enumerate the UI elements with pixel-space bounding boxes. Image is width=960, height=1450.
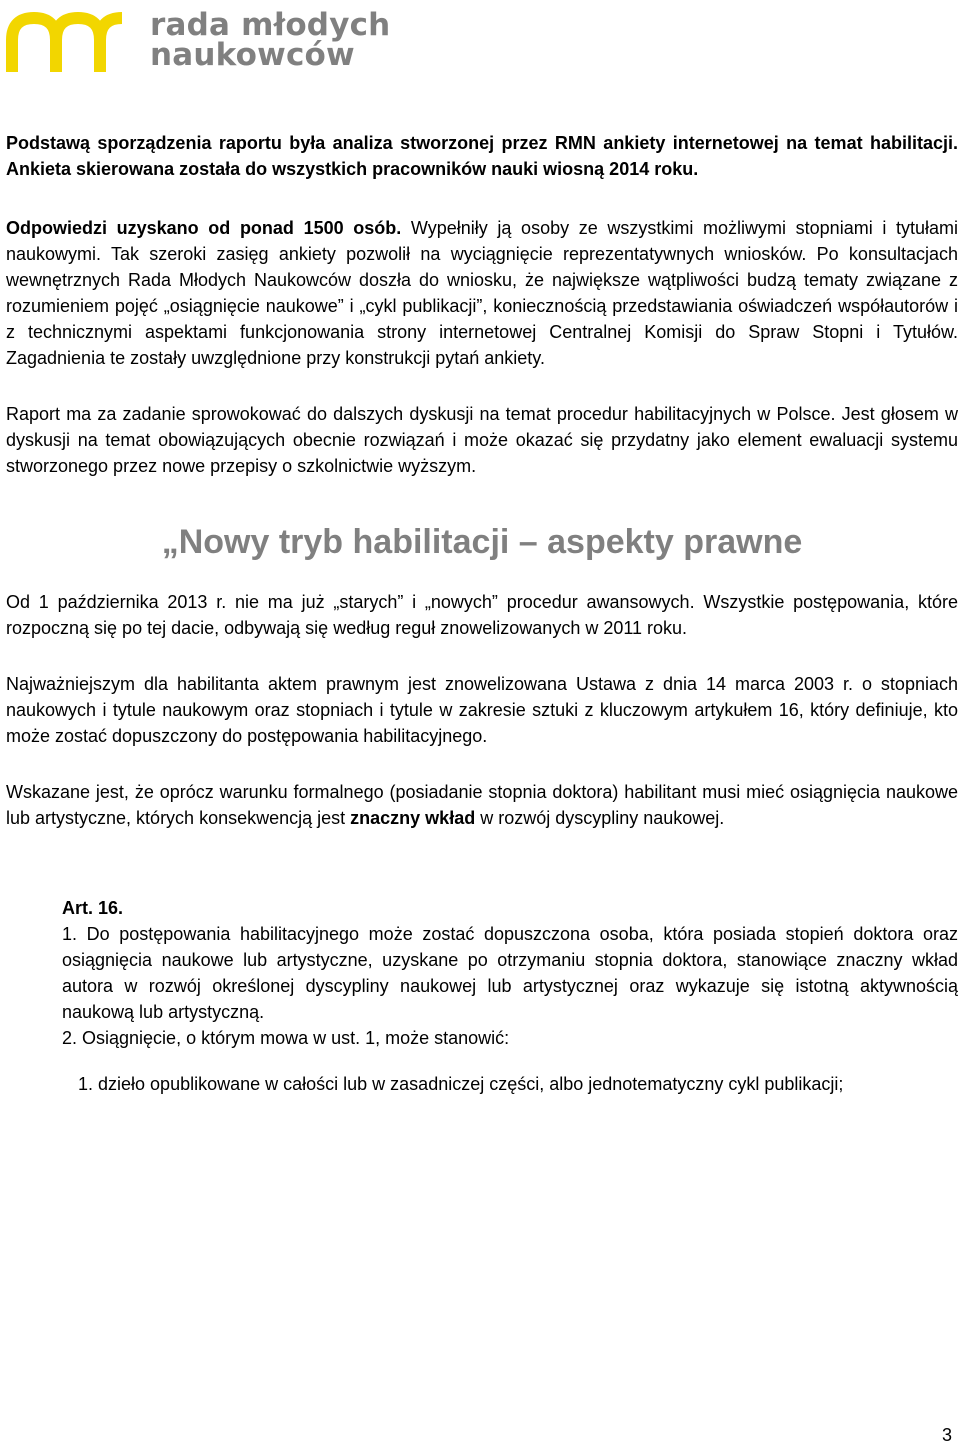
rmn-logo-mark-icon xyxy=(4,4,134,76)
page-number: 3 xyxy=(941,1425,952,1445)
article-item-2: 2. Osiągnięcie, o którym mowa w ust. 1, może stanowić: xyxy=(62,1028,510,1048)
header-logo xyxy=(4,4,390,76)
article-title: Art. 16. xyxy=(62,898,124,918)
intro-paragraph-2 xyxy=(6,215,958,371)
article-subitem-1-text: 1. dzieło opublikowane w całości lub w zasadniczej części, albo jednotematyczny cykl publikacji; xyxy=(78,1074,844,1094)
logo-line-1: rada młodych xyxy=(150,7,391,43)
section-paragraph-3-text-b: w rozwój dyscypliny naukowej. xyxy=(475,808,725,828)
logo-wordmark xyxy=(150,7,391,73)
article-16 xyxy=(62,895,958,1051)
intro-paragraph-1: Podstawą sporządzenia raportu była analiza stworzonej przez RMN ankiety internetowej na temat habilitacji. Ankieta skierowana została do wszystkich pracowników nauki wiosną 2014 roku. xyxy=(6,133,958,179)
document-body xyxy=(6,130,958,1097)
section-paragraph-3-text-a: Wskazane jest, że oprócz warunku formalnego (posiadanie stopnia doktora) habilitant musi mieć osiągnięcia naukowe lub artystyczne, których konsekwencją jest xyxy=(6,782,958,828)
section-paragraph-1: Od 1 października 2013 r. nie ma już „starych” i „nowych” procedur awansowych. Wszystkie postępowania, które rozpoczną się po tej dacie, odbywają się według reguł znowelizowanych w 2011 roku. xyxy=(6,592,958,638)
intro-bold-phrase: Odpowiedzi uzyskano od ponad 1500 osób. xyxy=(6,218,402,238)
intro-paragraph-3: Raport ma za zadanie sprowokować do dalszych dyskusji na temat procedur habilitacyjnych w Polsce. Jest głosem w dyskusji na temat obowiązujących obecnie rozwiązań i może okazać się przydatny jako element ewaluacji systemu stworzonego przez nowe przepisy o szkolnictwie wyższym. xyxy=(6,404,958,476)
logo-line-2: naukowców xyxy=(150,37,355,73)
section-paragraph-2: Najważniejszym dla habilitanta aktem prawnym jest znowelizowana Ustawa z dnia 14 marca 2003 r. o stopniach naukowych i tytule naukowym oraz stopniach i tytule w zakresie sztuki z kluczowym artykułem 16, który definiuje, kto może zostać dopuszczony do postępowania habilitacyjnego. xyxy=(6,674,958,746)
section-bold-phrase: znaczny wkład xyxy=(350,808,476,828)
article-item-1: 1. Do postępowania habilitacyjnego może zostać dopuszczona osoba, która posiada stopień doktora oraz osiągnięcia naukowe lub artystyczne, uzyskane po otrzymaniu stopnia doktora, stanowiące znaczny wkład autora w rozwój określonej dyscypliny naukowej lub artystycznej oraz wykazuje się istotną aktywnością naukową lub artystyczną. xyxy=(62,924,958,1022)
section-heading: „Nowy tryb habilitacji – aspekty prawne xyxy=(161,523,803,561)
article-subitem-1 xyxy=(78,1071,958,1097)
section-paragraph-3 xyxy=(6,779,958,831)
intro-paragraph-2-text: Wypełniły ją osoby ze wszystkimi możliwymi stopniami i tytułami naukowymi. Tak szeroki zasięg ankiety pozwolił na wyciągnięcie reprezentatywnych wniosków. Po konsultacjach wewnętrznych Rada Młodych Naukowców doszła do wniosku, że największe wątpliwości budzą tematy związane z rozumieniem pojęć „osiągnięcie naukowe” i „cykl publikacji”, koniecznością przedstawiania oświadczeń współautorów i z technicznymi aspektami funkcjonowania strony internetowej Centralnej Komisji do Spraw Stopni i Tytułów. Zagadnienia te zostały uwzględnione przy konstrukcji pytań ankiety. xyxy=(6,218,958,368)
